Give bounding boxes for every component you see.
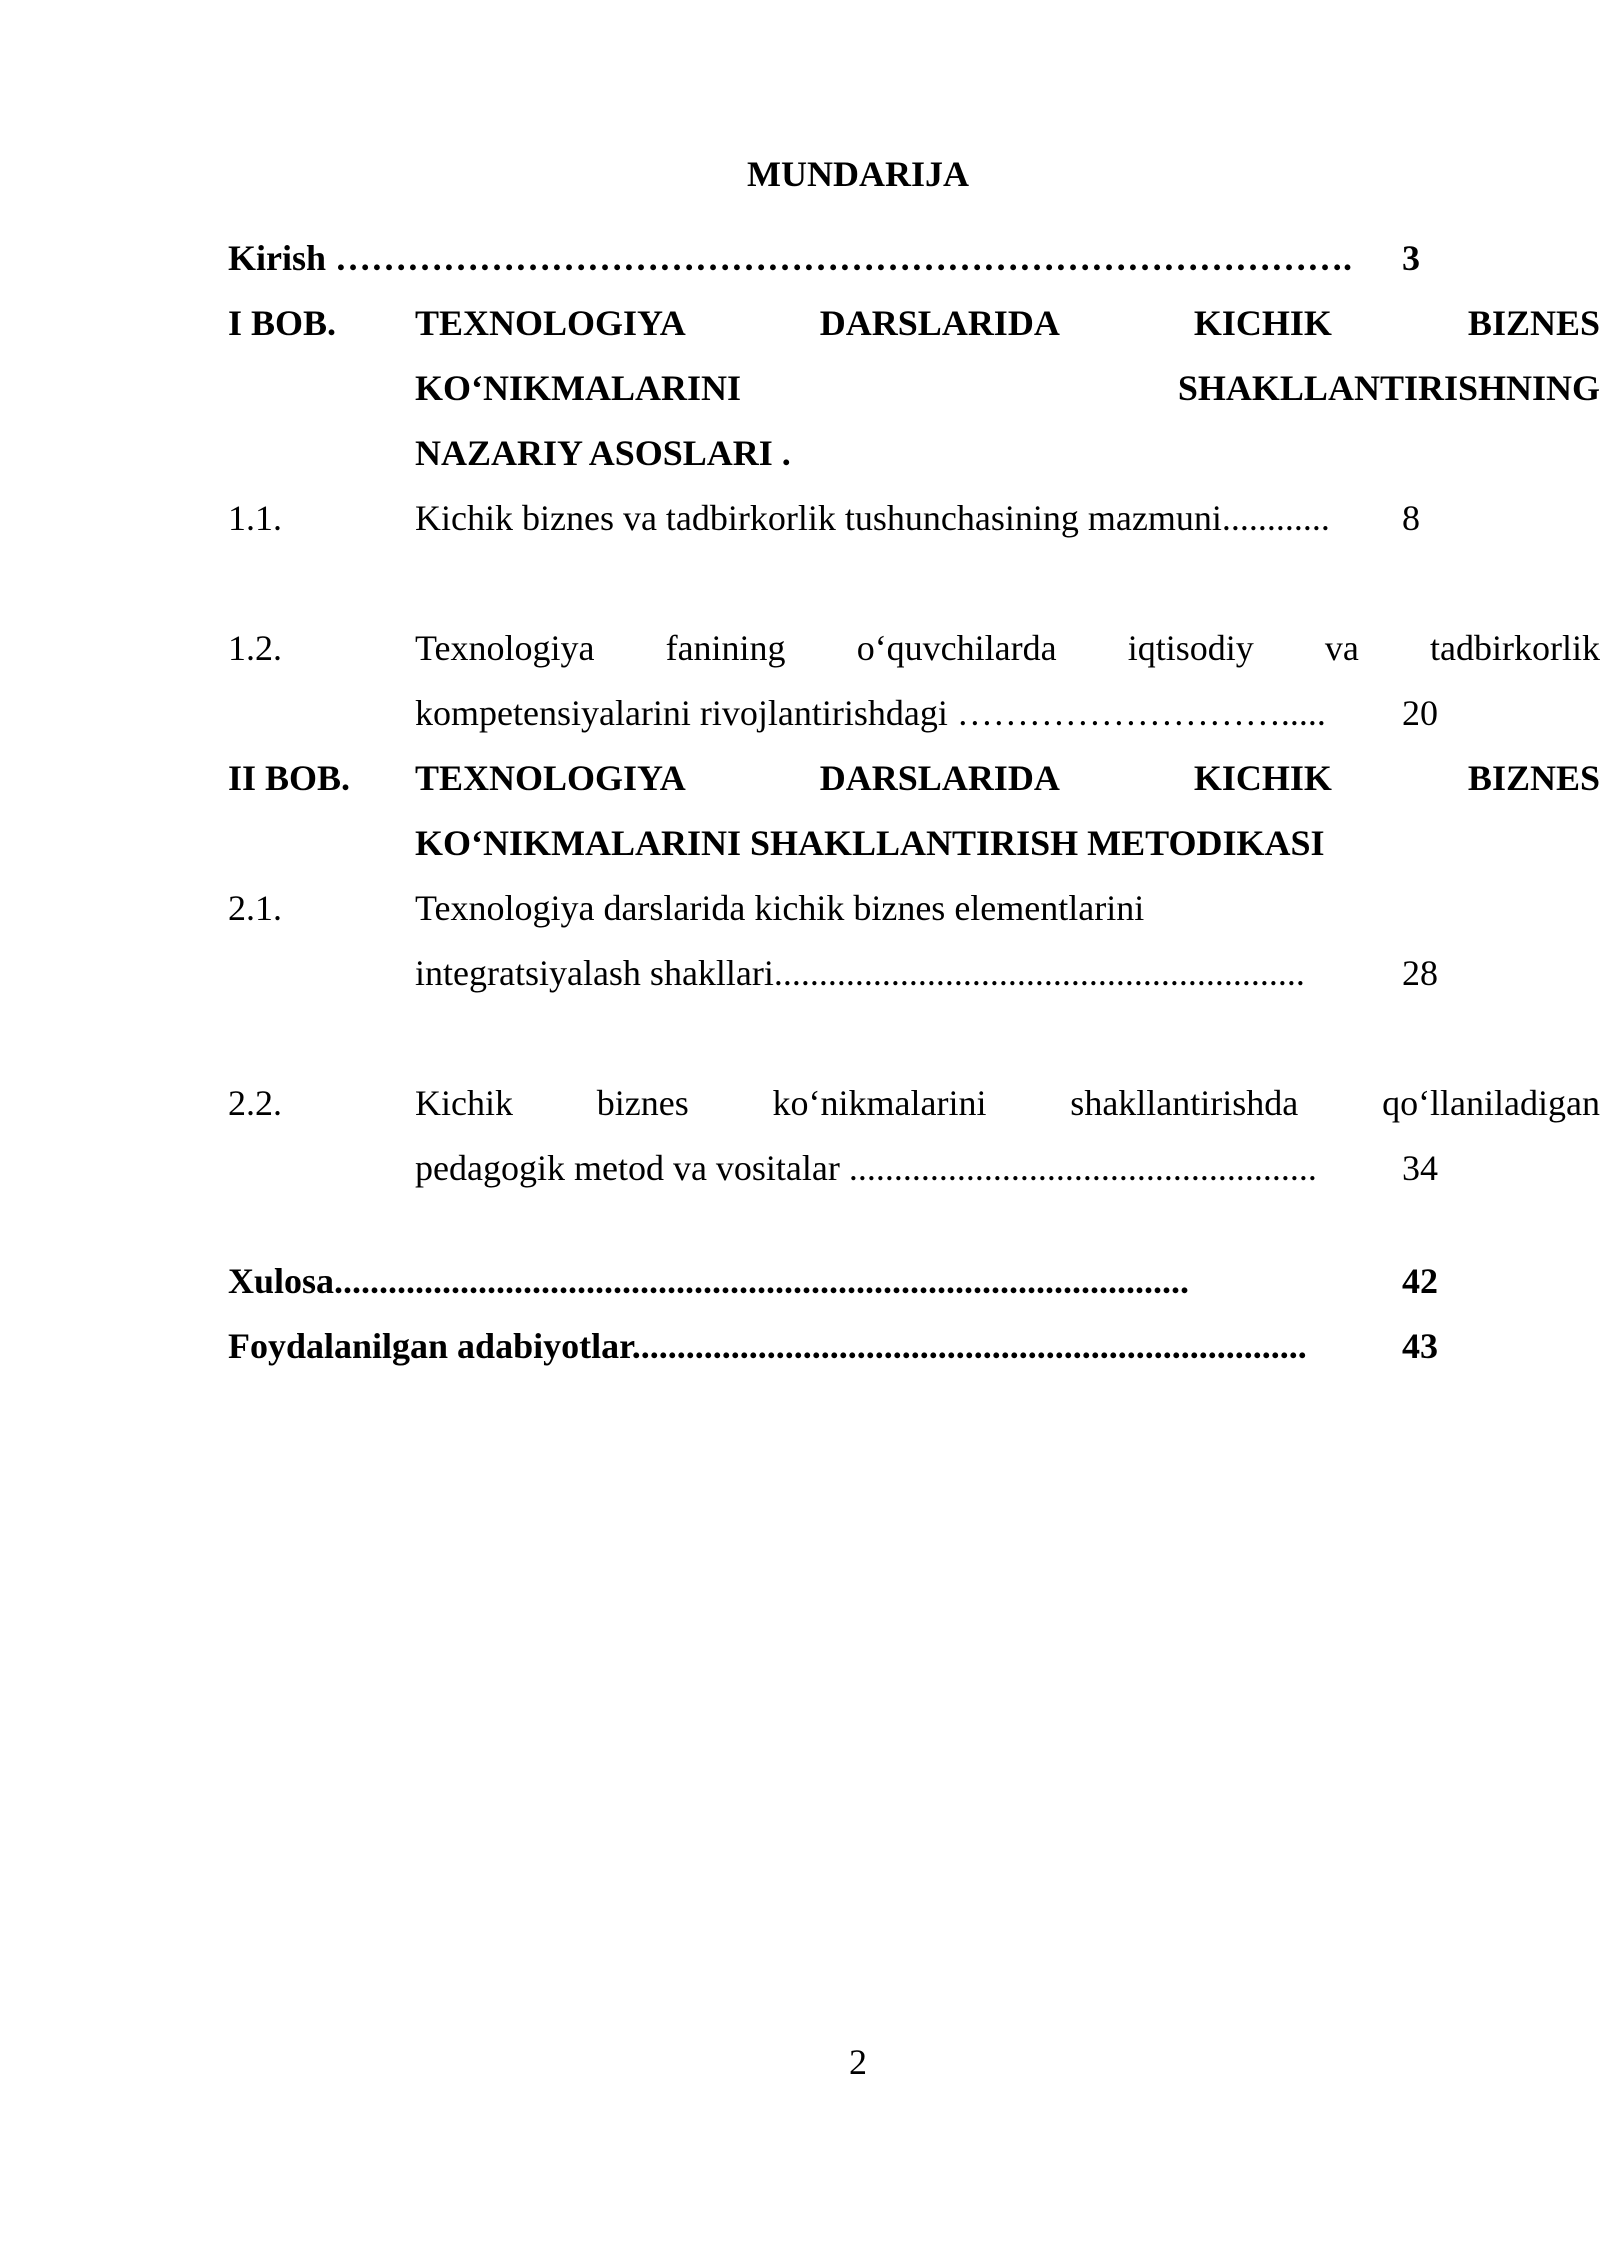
toc-page-number: 43 — [1402, 1326, 1438, 1366]
section-title-line: Texnologiya fanining o‘quvchilarda iqtisodiy va tadbirkorlik — [415, 628, 1600, 668]
section-label: 1.1. — [228, 498, 282, 538]
chapter-label: II BOB. — [228, 758, 351, 798]
chapter-title — [415, 291, 1600, 486]
chapter-title-line: KO‘NIKMALARINI SHAKLLANTIRISHNING — [415, 368, 1600, 408]
toc-entry-label: Kirish …………………………………………………………………………. — [228, 238, 1353, 278]
toc-page-number: 28 — [1402, 953, 1438, 993]
toc-entry-label: Foydalanilgan adabiyotlar........................................................................... — [228, 1326, 1307, 1366]
chapter-label: I BOB. — [228, 303, 337, 343]
section-title-line: kompetensiyalarini rivojlantirishdagi ………………………..... — [415, 693, 1326, 733]
section-title-line: Kichik biznes va tadbirkorlik tushunchasining mazmuni............ — [415, 498, 1330, 538]
section-title-line: Texnologiya darslarida kichik biznes elementlarini — [415, 888, 1145, 928]
page-number: 2 — [849, 2042, 867, 2082]
section-title — [415, 486, 1600, 551]
chapter-title-line: TEXNOLOGIYA DARSLARIDA KICHIK BIZNES — [415, 758, 1600, 798]
chapter-title-line: TEXNOLOGIYA DARSLARIDA KICHIK BIZNES — [415, 303, 1600, 343]
toc-title: MUNDARIJA — [747, 154, 969, 194]
chapter-title — [415, 746, 1600, 876]
section-title-line: pedagogik metod va vositalar .................................................... — [415, 1148, 1317, 1188]
section-label: 1.2. — [228, 628, 282, 668]
chapter-title-line: KO‘NIKMALARINI SHAKLLANTIRISH METODIKASI — [415, 823, 1325, 863]
toc-page-number: 20 — [1402, 693, 1438, 733]
section-title-line: integratsiyalash shakllari........................................................... — [415, 953, 1305, 993]
section-label: 2.2. — [228, 1083, 282, 1123]
toc-page-number: 8 — [1402, 498, 1420, 538]
section-label: 2.1. — [228, 888, 282, 928]
toc-page-number: 3 — [1402, 238, 1420, 278]
toc-entry-label: Xulosa............................................................................................... — [228, 1261, 1190, 1301]
chapter-title-line: NAZARIY ASOSLARI . — [415, 433, 791, 473]
toc-page-number: 42 — [1402, 1261, 1438, 1301]
section-title-line: Kichik biznes ko‘nikmalarini shakllantirishda qo‘llaniladigan — [415, 1083, 1600, 1123]
toc-page-number: 34 — [1402, 1148, 1438, 1188]
